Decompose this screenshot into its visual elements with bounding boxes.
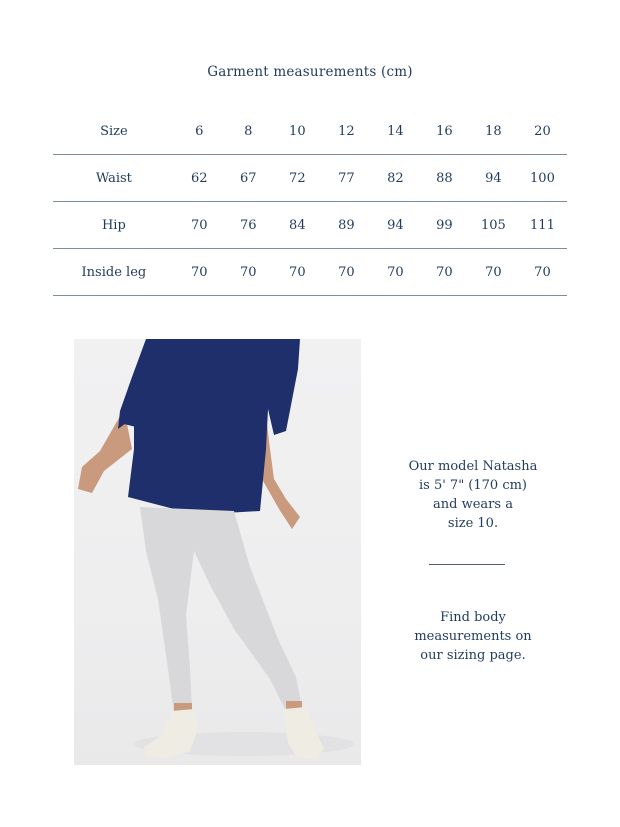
table-cell: 76 xyxy=(224,202,273,249)
header-size: 6 xyxy=(175,108,224,155)
table-cell: 70 xyxy=(322,249,371,296)
header-size: 10 xyxy=(273,108,322,155)
table-cell: 70 xyxy=(273,249,322,296)
header-size: 14 xyxy=(371,108,420,155)
table-cell: 70 xyxy=(469,249,518,296)
table-cell: 105 xyxy=(469,202,518,249)
table-cell: 82 xyxy=(371,155,420,202)
header-size: 20 xyxy=(518,108,567,155)
table-cell: 88 xyxy=(420,155,469,202)
table-row-waist xyxy=(53,155,567,202)
size-chart-table xyxy=(53,108,567,296)
table-cell: 111 xyxy=(518,202,567,249)
page-title: Garment measurements (cm) xyxy=(207,64,413,80)
table-cell: 70 xyxy=(371,249,420,296)
model-illustration xyxy=(74,339,361,765)
table-cell: 84 xyxy=(273,202,322,249)
table-row-hip xyxy=(53,202,567,249)
table-cell: 100 xyxy=(518,155,567,202)
table-cell: 94 xyxy=(469,155,518,202)
table-cell: 70 xyxy=(175,202,224,249)
table-cell: 67 xyxy=(224,155,273,202)
table-row-inside-leg xyxy=(53,249,567,296)
model-info-line: Our model Natasha xyxy=(408,459,538,474)
table-cell: 77 xyxy=(322,155,371,202)
model-info-line: and wears a xyxy=(433,497,513,512)
table-cell: 72 xyxy=(273,155,322,202)
header-size-label: Size xyxy=(53,108,175,155)
header-size: 16 xyxy=(420,108,469,155)
row-label: Inside leg xyxy=(53,249,175,296)
row-label: Hip xyxy=(53,202,175,249)
body-measurements-line: Find body xyxy=(440,610,506,625)
row-label: Waist xyxy=(53,155,175,202)
table-cell: 70 xyxy=(224,249,273,296)
header-size: 8 xyxy=(224,108,273,155)
header-size: 18 xyxy=(469,108,518,155)
header-size: 12 xyxy=(322,108,371,155)
leggings xyxy=(140,507,302,713)
body-measurements-line: measurements on xyxy=(414,629,532,644)
table-cell: 70 xyxy=(420,249,469,296)
table-cell: 70 xyxy=(175,249,224,296)
model-info-text xyxy=(380,457,566,533)
table-cell: 89 xyxy=(322,202,371,249)
model-info-line: size 10. xyxy=(447,516,499,531)
table-cell: 99 xyxy=(420,202,469,249)
model-photo xyxy=(74,339,361,765)
table-cell: 94 xyxy=(371,202,420,249)
model-info-line: is 5' 7" (170 cm) xyxy=(418,478,528,493)
section-divider xyxy=(429,564,505,565)
table-cell: 62 xyxy=(175,155,224,202)
body-measurements-line: our sizing page. xyxy=(420,648,526,663)
body-measurements-text[interactable] xyxy=(380,608,566,665)
table-cell: 70 xyxy=(518,249,567,296)
table-header-row xyxy=(53,108,567,155)
